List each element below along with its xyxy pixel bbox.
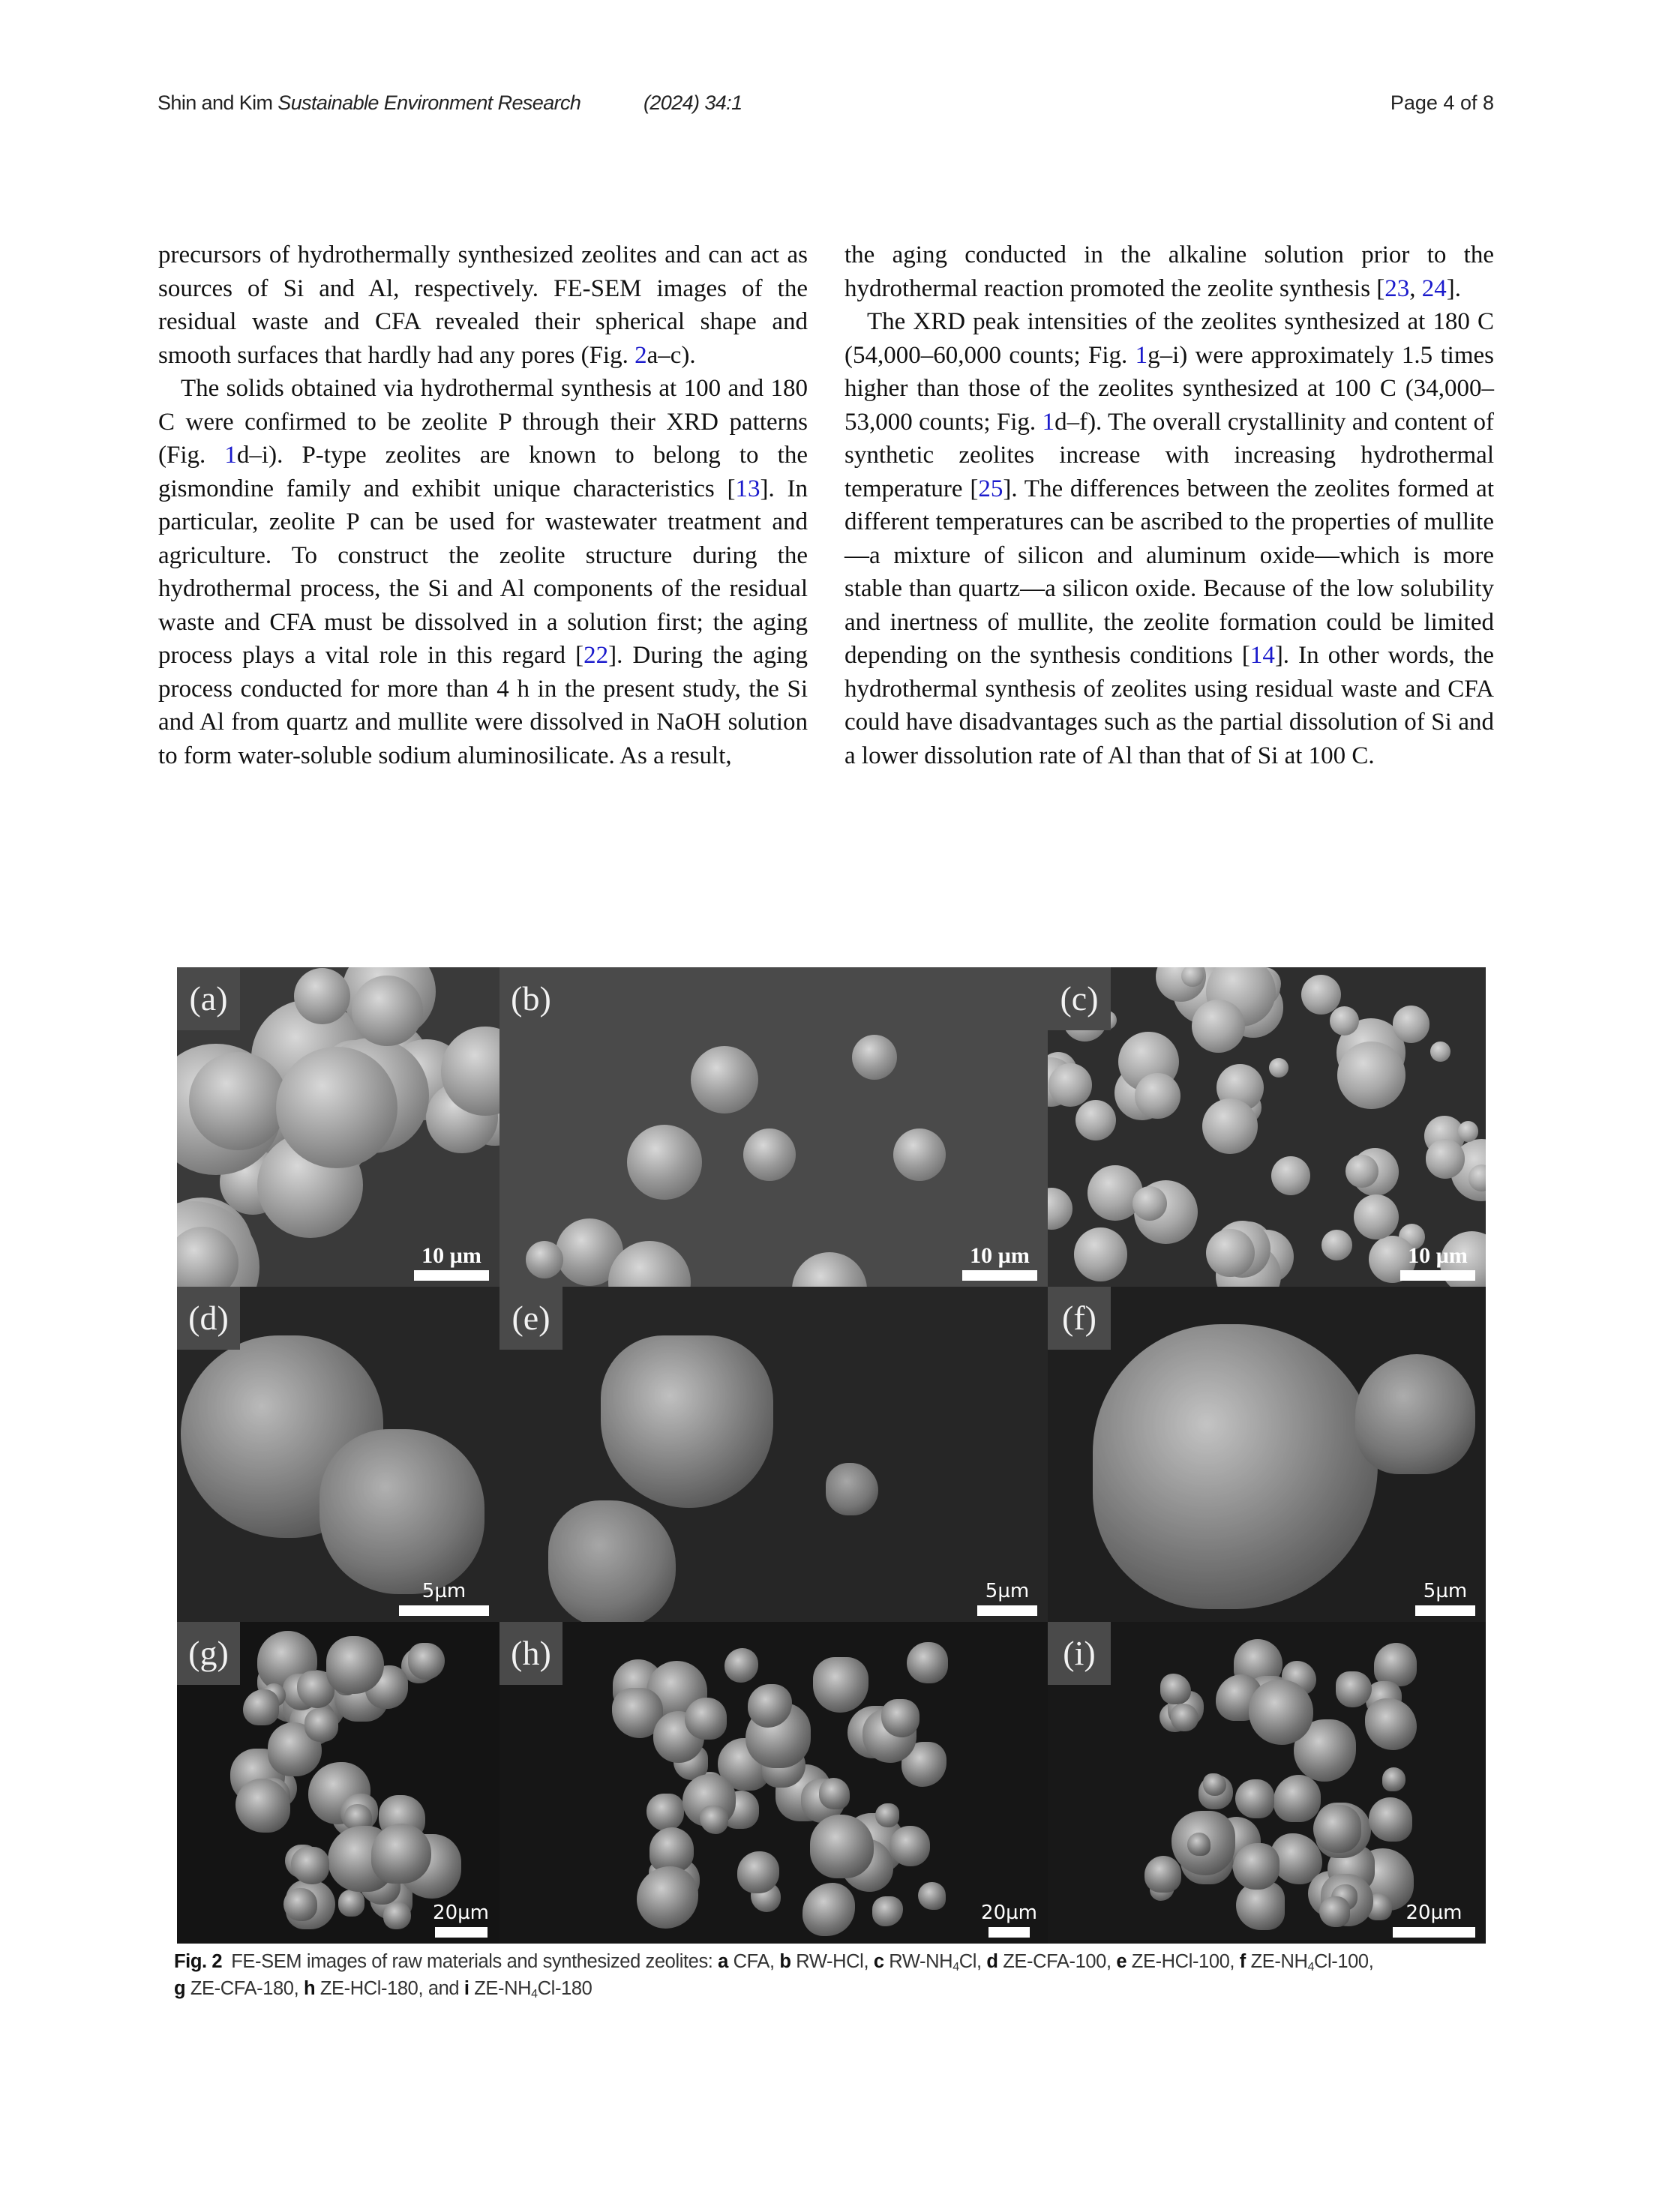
- scale-bar: [962, 1244, 1037, 1281]
- sem-panel: [500, 1287, 1048, 1622]
- particle: [792, 1252, 867, 1287]
- scale-bar-label: 10 µm: [422, 1243, 482, 1268]
- particle: [737, 1851, 778, 1893]
- text-run: ,: [1409, 274, 1422, 302]
- panel-label: (f): [1048, 1287, 1111, 1350]
- particle: [826, 1463, 878, 1515]
- text-run: g–i) were approximately 1.5 times higher than those of the zeolites synthesized at 100 C (34,000–53,000 counts; Fig.: [844, 341, 1495, 436]
- particle: [320, 1429, 484, 1594]
- caption-item: e ZE-HCl-100,: [1116, 1951, 1240, 1972]
- panel-label: (e): [500, 1287, 562, 1350]
- text-run: ]. In particular, zeolite P can be used for wastewater treatment and agriculture. To construct the zeolite structure during the hydrothermal process, the Si and Al components of the residual waste and CFA must be dissolved in a solution first; the aging process plays a vital role in this regard [: [158, 475, 808, 669]
- caption-item: b RW-HCl,: [779, 1951, 874, 1972]
- particle: [743, 1128, 796, 1181]
- particle: [352, 976, 423, 1047]
- citation-link[interactable]: 1: [1135, 341, 1148, 369]
- particle: [1202, 1099, 1258, 1154]
- panel-label: (a): [177, 967, 240, 1030]
- text-run: the aging conducted in the alkaline solution prior to the hydrothermal reaction promoted the zeolite synthesis [: [844, 241, 1494, 302]
- particle: [1382, 1767, 1406, 1791]
- particle: [1249, 1680, 1313, 1744]
- particle: [326, 1636, 384, 1694]
- scale-bar: [433, 1901, 489, 1938]
- sem-panel: [1048, 967, 1486, 1287]
- header-journal: Sustainable Environment Research: [278, 91, 581, 114]
- caption-item: c $RW-NH_4Cl$,: [873, 1951, 987, 1974]
- particle: [1430, 1042, 1450, 1062]
- citation-link[interactable]: 23: [1384, 274, 1410, 302]
- scale-bar-line: [399, 1605, 489, 1616]
- figure-label: Fig. 2: [174, 1951, 223, 1972]
- particle: [601, 1335, 773, 1508]
- sem-panel: [177, 1287, 500, 1622]
- header-volume: (2024) 34:1: [644, 91, 742, 114]
- particle: [1048, 1188, 1072, 1230]
- panel-label: (i): [1048, 1622, 1111, 1685]
- scale-bar-label: 10 µm: [970, 1243, 1030, 1268]
- particle: [1426, 1139, 1466, 1179]
- running-header: [158, 84, 1494, 121]
- particle: [1337, 1042, 1405, 1109]
- particle: [1203, 1773, 1226, 1797]
- sem-panel: [500, 1622, 1048, 1944]
- particle: [872, 1896, 903, 1927]
- particle: [1369, 1797, 1413, 1842]
- particle: [548, 1500, 676, 1622]
- scale-bar: [981, 1901, 1037, 1938]
- panel-label: (g): [177, 1622, 240, 1685]
- particle: [291, 1847, 328, 1884]
- scale-bar-label: 5µm: [985, 1580, 1030, 1602]
- particle: [810, 1815, 874, 1878]
- citation-link[interactable]: 14: [1250, 642, 1275, 669]
- particle: [1093, 1324, 1378, 1609]
- left-text-column: [158, 238, 808, 772]
- particle: [1269, 1058, 1289, 1078]
- scale-bar-line: [1415, 1605, 1475, 1616]
- header-authors: Shin and Kim: [158, 91, 273, 114]
- panel-label: (h): [500, 1622, 562, 1685]
- particle: [1458, 1121, 1478, 1141]
- particle: [526, 1241, 563, 1278]
- particle: [1313, 1805, 1361, 1853]
- paragraph: [844, 305, 1494, 772]
- particle: [1346, 1155, 1378, 1188]
- particle: [637, 1866, 698, 1928]
- particle: [890, 1826, 930, 1866]
- sem-panel: [177, 967, 500, 1287]
- sem-panel: [177, 1622, 500, 1944]
- scale-bar-line: [1400, 1270, 1475, 1281]
- scale-bar: [399, 1579, 489, 1616]
- citation-link[interactable]: 1: [224, 442, 237, 469]
- text-run: d–f). The overall crystallinity and content of synthetic zeolites increase with increasing hydrothermal temperature [: [844, 408, 1494, 502]
- text-run: ]. During the aging process conducted for more than 4 h in the present study, the Si and Al from quartz and mullite were dissolved in NaOH solution to form water-soluble sodium aluminosilicate. As a result,: [158, 642, 808, 769]
- citation-link[interactable]: 1: [1042, 408, 1055, 436]
- caption-item: f $ZE-NH_4Cl-100$,: [1239, 1951, 1374, 1974]
- paragraph: [844, 238, 1494, 305]
- scale-bar: [1415, 1579, 1475, 1616]
- caption-intro: FE-SEM images of raw materials and synthesized zeolites:: [231, 1951, 718, 1972]
- particle: [1330, 1006, 1359, 1036]
- particle: [1355, 1354, 1475, 1474]
- sem-figure-grid: [177, 967, 1486, 1944]
- particle: [813, 1657, 868, 1713]
- particle: [1192, 1000, 1245, 1053]
- citation-link[interactable]: 24: [1421, 274, 1447, 302]
- scale-bar: [414, 1244, 489, 1281]
- particle: [408, 1643, 445, 1680]
- text-run: ]. The differences between the zeolites formed at different temperatures can be ascribed to the properties of mullite—a mixture of silicon and aluminum oxide—which is more stable than quartz—a silicon oxide. Because of the low solubility and inertness of mullite, the zeolite formation could be limited depending on the synthesis conditions [: [844, 475, 1494, 669]
- scale-bar-label: 20µm: [981, 1902, 1037, 1924]
- particle: [700, 1806, 729, 1835]
- right-text-column: [844, 238, 1494, 772]
- particle: [1206, 1229, 1255, 1278]
- citation-link[interactable]: 25: [978, 475, 1004, 502]
- scale-bar-label: 5µm: [422, 1580, 466, 1602]
- particle: [1135, 1073, 1180, 1119]
- particle: [371, 1824, 431, 1884]
- caption-item: h ZE-HCl-180, and: [303, 1978, 464, 1999]
- particle: [383, 1902, 411, 1929]
- scale-bar: [1400, 1244, 1475, 1281]
- particle: [918, 1882, 946, 1910]
- text-run: d–i). P-type zeolites are known to belong to the gismondine family and exhibit unique characteristics [: [158, 442, 808, 502]
- particle: [819, 1778, 850, 1809]
- particle: [1354, 1194, 1399, 1239]
- sem-panel: [1048, 1622, 1486, 1944]
- sem-panel: [1048, 1287, 1486, 1622]
- scale-bar-line: [977, 1605, 1037, 1616]
- particle: [276, 1047, 398, 1168]
- citation-link[interactable]: 22: [584, 642, 609, 669]
- scale-bar-label: 5µm: [1423, 1580, 1468, 1602]
- caption-item: i $ZE-NH_4Cl-180$: [464, 1978, 592, 2001]
- particle: [650, 1827, 694, 1872]
- particle: [338, 1890, 364, 1916]
- caption-item: d ZE-CFA-100,: [986, 1951, 1117, 1972]
- sem-panel: [500, 967, 1048, 1287]
- particle: [294, 968, 350, 1024]
- header-citation: [158, 91, 580, 115]
- scale-bar-line: [1393, 1927, 1475, 1938]
- particle: [646, 1794, 684, 1831]
- text-run: precursors of hydrothermally synthesized zeolites and can act as sources of Si and Al, respectively. FE-SEM images of the residual waste and CFA revealed their spherical shape and smooth surfaces that hardly had any pores (Fig.: [158, 241, 808, 369]
- particle: [1160, 1674, 1191, 1704]
- particle: [1187, 1833, 1210, 1856]
- paragraph: [158, 238, 808, 372]
- particle: [1393, 1006, 1430, 1042]
- particle: [304, 1708, 338, 1742]
- scale-bar: [1393, 1901, 1475, 1938]
- panel-label: (d): [177, 1287, 240, 1350]
- particle: [1319, 1896, 1350, 1927]
- scale-bar-line: [962, 1270, 1037, 1281]
- particle: [627, 1125, 702, 1200]
- particle: [236, 1779, 290, 1833]
- page-number: Page 4 of 8: [1390, 91, 1494, 114]
- figure-caption: [174, 1948, 1494, 2002]
- scale-bar-line: [414, 1270, 489, 1281]
- particle: [685, 1698, 727, 1740]
- scale-bar-label: 20µm: [1406, 1902, 1462, 1924]
- citation-link[interactable]: 2: [634, 341, 647, 369]
- text-run: ].: [1446, 274, 1462, 302]
- particle: [802, 1883, 856, 1936]
- particle: [1144, 1856, 1181, 1893]
- particle: [1365, 1698, 1417, 1750]
- panel-label: (c): [1048, 967, 1111, 1030]
- scale-bar-line: [435, 1927, 488, 1938]
- particle: [1233, 1843, 1280, 1890]
- scale-bar: [977, 1579, 1037, 1616]
- particle: [724, 1648, 759, 1683]
- text-run: The solids obtained via hydrothermal synthesis at 100 and 180 C were confirmed to be zeolite P through their XRD patterns (Fig.: [158, 375, 808, 469]
- text-run: ]. In other words, the hydrothermal synthesis of zeolites using residual waste and CFA could have disadvantages such as the partial dissolution of Si and a lower dissolution rate of Al than that of Si at 100 C.: [844, 642, 1494, 769]
- particle: [875, 1803, 899, 1827]
- scale-bar-label: 10 µm: [1408, 1243, 1468, 1268]
- particle: [1074, 1227, 1127, 1281]
- particle: [1322, 1230, 1352, 1260]
- particle: [907, 1642, 948, 1683]
- particle: [691, 1046, 758, 1113]
- particle: [1374, 1643, 1418, 1686]
- caption-item: g ZE-CFA-180,: [174, 1978, 304, 1999]
- paragraph: [158, 372, 808, 772]
- particle: [893, 1128, 946, 1181]
- particle: [1076, 1100, 1116, 1140]
- scale-bar-line: [988, 1927, 1030, 1938]
- citation-link[interactable]: 13: [735, 475, 760, 502]
- particle: [1048, 1063, 1092, 1107]
- particle: [243, 1689, 279, 1725]
- panel-label: (b): [500, 967, 562, 1030]
- particle: [1271, 1156, 1310, 1195]
- caption-item: a CFA,: [718, 1951, 780, 1972]
- particle: [881, 1699, 920, 1737]
- particle: [1274, 1775, 1321, 1822]
- particle: [1235, 1779, 1274, 1818]
- text-run: a–c).: [646, 341, 696, 369]
- scale-bar-label: 20µm: [433, 1902, 489, 1924]
- particle: [189, 1052, 287, 1150]
- particle: [852, 1035, 897, 1080]
- text-run: The XRD peak intensities of the zeolites synthesized at 180 C (54,000–60,000 counts; Fig.: [844, 308, 1494, 369]
- particle: [284, 1888, 316, 1921]
